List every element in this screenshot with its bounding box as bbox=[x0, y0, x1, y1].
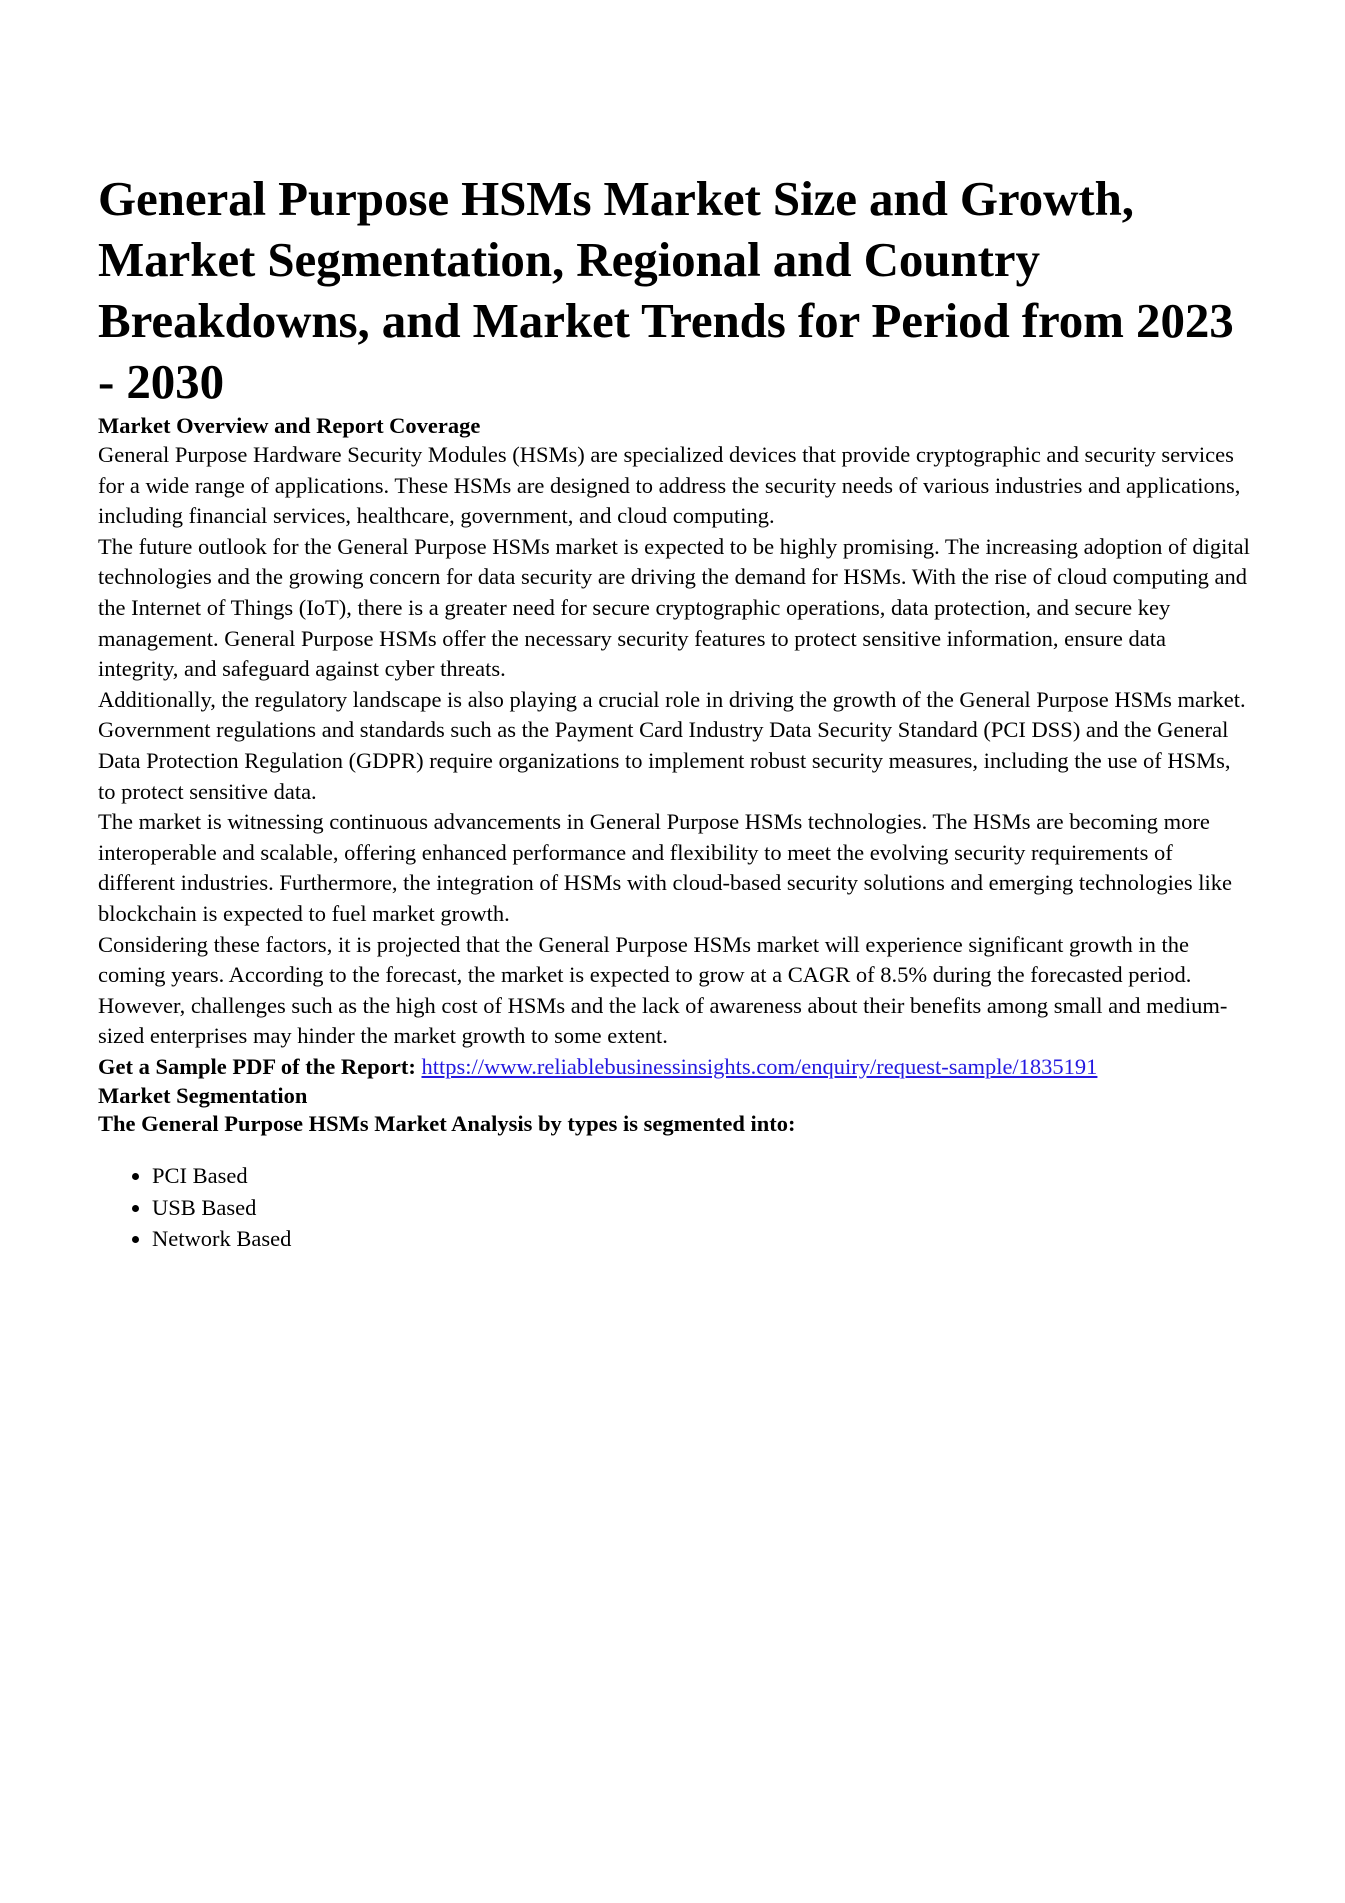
segmentation-types-list bbox=[98, 1160, 1250, 1255]
paragraph-overview-2: The future outlook for the General Purpose HSMs market is expected to be highly promising. The increasing adoption of digital technologies and the growing concern for data security are driving the demand for HSMs. With the rise of cloud computing and the Internet of Things (IoT), there is a greater need for secure cryptographic operations, data protection, and secure key management. General Purpose HSMs offer the necessary security features to protect sensitive information, ensure data integrity, and safeguard against cyber threats. bbox=[98, 533, 1250, 682]
document-content bbox=[98, 0, 1250, 1255]
request-sample-link[interactable]: https://www.reliablebusinessinsights.com/enquiry/request-sample/1835191 bbox=[421, 1053, 1098, 1079]
sample-pdf-line bbox=[98, 1052, 1250, 1083]
segmentation-types-subheading: The General Purpose HSMs Market Analysis by types is segmented into: bbox=[98, 1111, 796, 1137]
list-item: • Network Based bbox=[152, 1223, 1250, 1255]
section-heading-market-overview: Market Overview and Report Coverage bbox=[98, 413, 481, 438]
sample-pdf-label: Get a Sample PDF of the Report: bbox=[98, 1053, 416, 1079]
section-heading-market-segmentation: Market Segmentation bbox=[98, 1083, 308, 1109]
page-title: General Purpose HSMs Market Size and Growth, Market Segmentation, Regional and Country Breakdowns, and Market Trends for Period from 2023 - 2030 bbox=[98, 171, 1234, 409]
paragraph-overview-5: Considering these factors, it is projected that the General Purpose HSMs market will experience significant growth in the coming years. According to the forecast, the market is expected to grow at a CAGR of 8.5% during the forecasted period. However, challenges such as the high cost of HSMs and the lack of awareness about their benefits among small and medium-sized enterprises may hinder the market growth to some extent. bbox=[98, 931, 1228, 1049]
paragraph-overview-1: General Purpose Hardware Security Modules (HSMs) are specialized devices that provide cryptographic and security services for a wide range of applications. These HSMs are designed to address the security needs of various industries and applications, including financial services, healthcare, government, and cloud computing. bbox=[98, 442, 1241, 529]
list-item: • PCI Based bbox=[152, 1160, 1250, 1192]
paragraph-overview-3: Additionally, the regulatory landscape is also playing a crucial role in driving the growth of the General Purpose HSMs market. Government regulations and standards such as the Payment Card Industry Data Security Standard (PCI DSS) and the General Data Protection Regulation (GDPR) require organizations to implement robust security measures, including the use of HSMs, to protect sensitive data. bbox=[98, 686, 1246, 804]
list-item: • USB Based bbox=[152, 1192, 1250, 1224]
paragraph-overview-4: The market is witnessing continuous advancements in General Purpose HSMs technologies. The HSMs are becoming more interoperable and scalable, offering enhanced performance and flexibility to meet the evolving security requirements of different industries. Furthermore, the integration of HSMs with cloud-based security solutions and emerging technologies like blockchain is expected to fuel market growth. bbox=[98, 809, 1232, 926]
